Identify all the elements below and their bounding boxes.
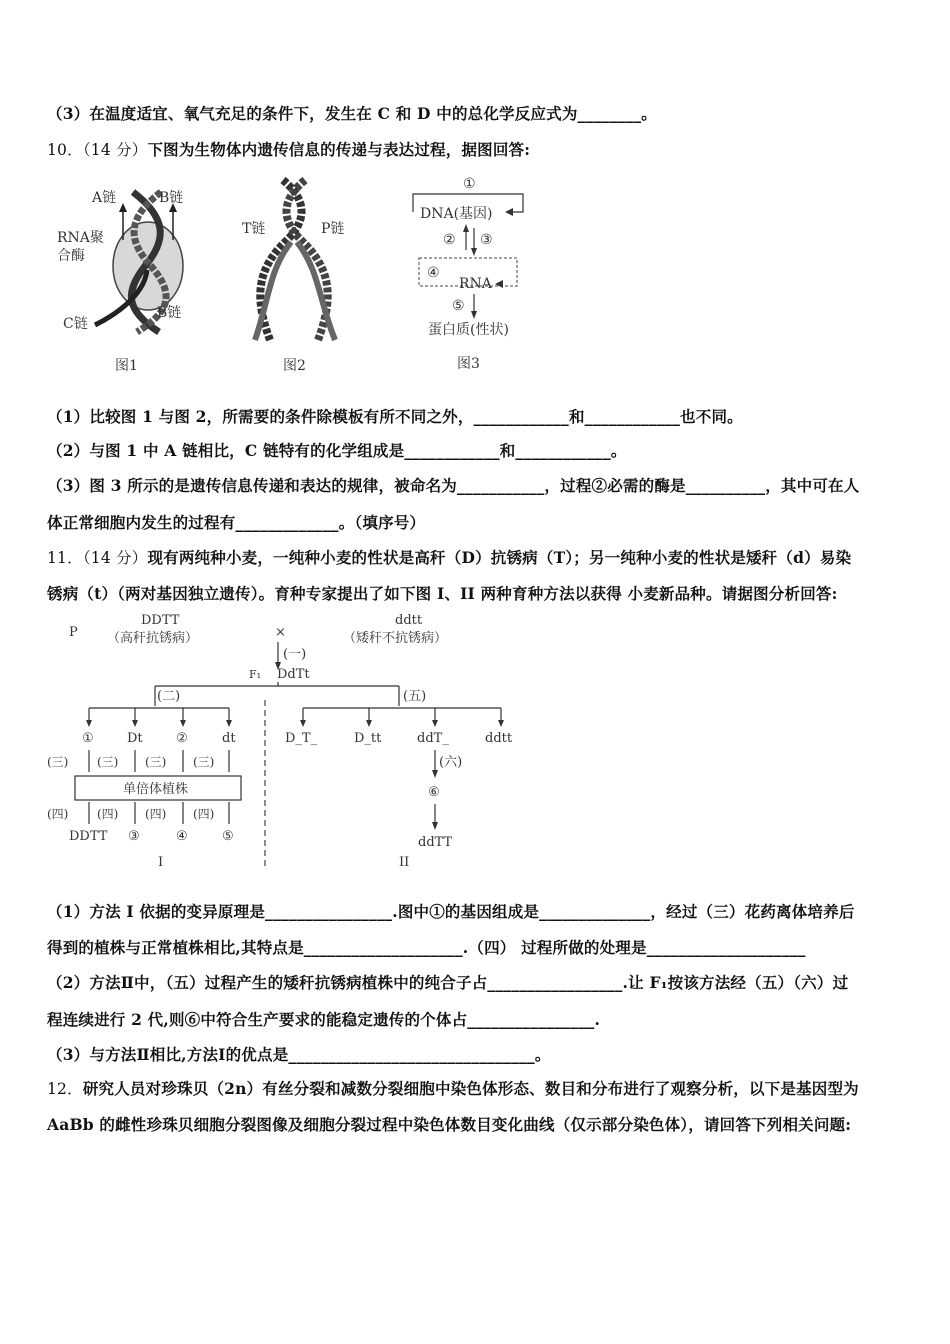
q10-part3a: （3）图 3 所示的是遗传信息传递和表达的规律，被命名为___________，过程②必需的酶是__________，其中可在人	[47, 476, 860, 495]
fig3-loop-1-head	[505, 208, 513, 216]
diagram-haploid: 单倍体植株	[123, 782, 189, 797]
q10-score: （14 分）	[82, 141, 148, 159]
q11-stem-a-text: 现有两纯种小麦，一纯种小麦的性状是高秆（D）抗锈病（T）；另一纯种小麦的性状是矮秆（d）易染	[147, 548, 852, 567]
q10-figures	[55, 170, 555, 380]
diagram-step3-c: (三)	[145, 755, 167, 769]
diagram-g2-0: DDTT	[69, 829, 108, 844]
fig2-caption: 图2	[283, 358, 306, 374]
figure2-replication	[242, 180, 344, 374]
q11-part1a: （1）方法 I 依据的变异原理是________________.图中①的基因组成是______________，经过（三）花药离体培养后	[47, 902, 855, 921]
diagram-g2-3: ⑤	[222, 829, 234, 844]
q10-part1: （1）比较图 1 与图 2，所需要的条件除模板有所不同之外，____________和____________也不同。	[47, 407, 743, 426]
fig1-c-chain: C链	[63, 316, 88, 332]
diagram-step3-b: (三)	[97, 755, 119, 769]
diagram-step4-b: (四)	[97, 807, 119, 821]
diagram-parent2-trait: （矮秆不抗锈病）	[343, 631, 448, 646]
q11-number: 11．	[47, 549, 83, 567]
q10-stem	[47, 138, 530, 160]
q10-number: 10．	[47, 141, 83, 159]
q12-line-a	[47, 1077, 859, 1099]
q10-stem-text: 下图为生物体内遗传信息的传递与表达过程，据图回答:	[147, 140, 531, 159]
q12-line-b: AaBb 的雌性珍珠贝细胞分裂图像及细胞分裂过程中染色体数目变化曲线（仅示部分染色体），请回答下列相关问题:	[47, 1115, 852, 1134]
fig3-rna: RNA	[459, 276, 492, 292]
q12-line-a-text: 研究人员对珍珠贝（2n）有丝分裂和减数分裂细胞中染色体形态、数目和分布进行了观察分析，以下是基因型为	[82, 1079, 859, 1098]
diagram-p-label: P	[69, 625, 78, 640]
diagram-step4-c: (四)	[145, 807, 167, 821]
fig3-arrow-3-head	[471, 248, 477, 256]
figure1-transcription	[57, 190, 183, 374]
diagram-parent1: DDTT	[141, 613, 180, 628]
diagram-cross: ×	[275, 625, 286, 640]
fig3-circle-2: ②	[443, 232, 456, 248]
diagram-parent1-trait: （高秆抗锈病）	[107, 631, 199, 646]
q11-part2a: （2）方法Ⅱ中，（五）过程产生的矮秆抗锈病植株中的纯合子占_________________.让 F₁按该方法经（五）（六）过	[47, 973, 849, 992]
breeding-diagram	[45, 610, 525, 872]
diagram-step3-d: (三)	[193, 755, 215, 769]
fig1-rna-pol-1: RNA聚	[57, 230, 104, 246]
diagram-g3-0: D_T_	[285, 731, 318, 746]
diagram-left-head-2	[132, 720, 138, 727]
q9-part3: （3）在温度适宜、氧气充足的条件下，发生在 C 和 D 中的总化学反应式为________。	[47, 104, 657, 123]
fig3-circle-5: ⑤	[452, 298, 465, 314]
diagram-step1: (一)	[283, 647, 307, 662]
fig2-p-chain: P链	[321, 221, 345, 237]
diagram-step2: (二)	[157, 689, 181, 704]
figure3-central-dogma	[413, 176, 523, 372]
diagram-arrow-final-head	[432, 822, 438, 830]
diagram-step3-a: (三)	[47, 755, 69, 769]
fig1-rna-pol-2: 合酶	[57, 248, 85, 264]
diagram-step4-a: (四)	[47, 807, 69, 821]
q11-part3: （3）与方法Ⅱ相比,方法Ⅰ的优点是_______________________________。	[47, 1045, 551, 1064]
fig3-circle-4: ④	[427, 265, 440, 281]
q12-number: 12．	[47, 1080, 83, 1098]
fig1-b-chain-top: B链	[159, 190, 184, 206]
diagram-g3-1: D_tt	[354, 731, 382, 746]
diagram-arrow-step6-head	[432, 770, 438, 778]
fig1-a-chain: A链	[92, 190, 117, 206]
diagram-right-head-2	[366, 720, 372, 727]
diagram-parent2: ddtt	[395, 613, 423, 628]
q10-part3b: 体正常细胞内发生的过程有_____________。（填序号）	[47, 513, 426, 532]
fig3-caption: 图3	[457, 356, 480, 372]
diagram-step4-d: (四)	[193, 807, 215, 821]
fig3-circle-1: ①	[463, 176, 476, 192]
fig3-arrow-2-head	[463, 224, 469, 232]
diagram-g2-1: ③	[128, 829, 140, 844]
diagram-circle-6: ⑥	[428, 785, 440, 800]
diagram-g3-2: ddT_	[417, 731, 449, 746]
fig1-caption: 图1	[115, 358, 138, 374]
diagram-g1-1: Dt	[127, 731, 143, 746]
fig3-rna-arrow-head	[495, 280, 503, 288]
diagram-g2-2: ④	[176, 829, 188, 844]
diagram-g3-3: ddtt	[485, 731, 513, 746]
diagram-left-head-3	[180, 720, 186, 727]
diagram-step6: (六)	[439, 755, 463, 770]
q11-stem-a	[47, 546, 851, 568]
diagram-right-head-1	[300, 720, 306, 727]
q11-stem-b: 锈病（t）（两对基因独立遗传）。育种专家提出了如下图 I、II 两种育种方法以获得 小麦新品种。请据图分析回答:	[47, 584, 838, 603]
fig2-t-chain: T链	[242, 221, 266, 237]
diagram-step5: (五)	[403, 689, 427, 704]
diagram-g1-3: dt	[222, 731, 236, 746]
diagram-method2: II	[399, 855, 410, 870]
q11-part2b: 程连续进行 2 代,则⑥中符合生产要求的能稳定遗传的个体占________________.	[47, 1010, 601, 1029]
diagram-left-head-4	[226, 720, 232, 727]
diagram-left-head-1	[86, 720, 92, 727]
diagram-f1: DdTt	[277, 667, 310, 682]
fig3-dna: DNA(基因)	[420, 206, 493, 222]
diagram-right-head-3	[432, 720, 438, 727]
q11-score: （14 分）	[82, 549, 148, 567]
fig1-b-chain-bottom: B链	[157, 305, 182, 321]
diagram-f1-label: F₁	[249, 668, 262, 681]
fig3-circle-3: ③	[480, 232, 493, 248]
diagram-right-head-4	[498, 720, 504, 727]
q11-part1b: 得到的植株与正常植株相比,其特点是____________________.（四） 过程所做的处理是____________________	[47, 938, 806, 957]
diagram-method1: I	[158, 855, 164, 870]
q10-part2: （2）与图 1 中 A 链相比，C 链特有的化学组成是____________和____________。	[47, 441, 627, 460]
diagram-ddTT: ddTT	[418, 835, 453, 850]
arrow-head-left	[119, 203, 127, 212]
diagram-g1-2: ②	[176, 731, 188, 746]
fig3-protein: 蛋白质(性状)	[428, 322, 509, 338]
diagram-g1-0: ①	[82, 731, 94, 746]
fig3-arrow-5-head	[471, 311, 477, 319]
